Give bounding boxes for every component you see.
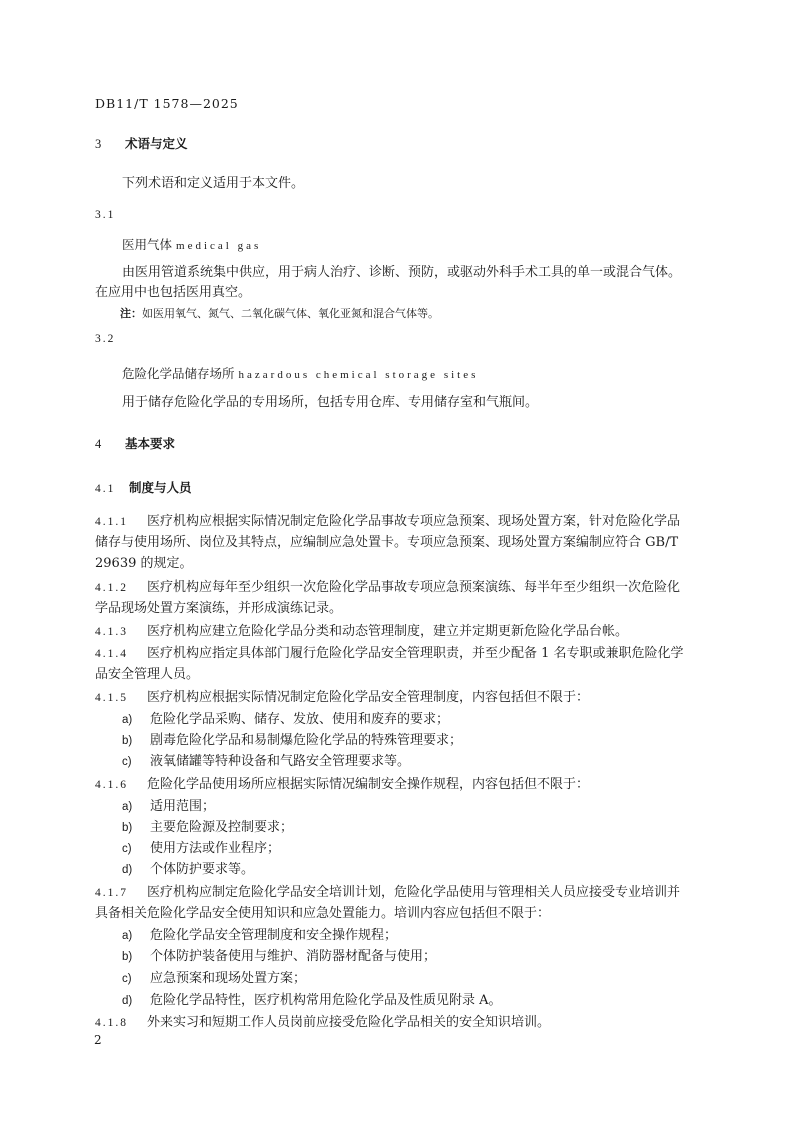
list-item-text: 危险化学品特性，医疗机构常用危险化学品及性质见附录 A。 [150,993,502,1008]
subsection-4-1-number: 4.1 [95,483,116,495]
list-marker: a) [122,801,133,813]
clause-4-1-7-item-b [122,945,436,964]
clause-4-1-2-text: 医疗机构应每年至少组织一次危险化学品事故专项应急预案演练、每半年至少组织一次危险化 [147,580,681,595]
list-item-text: 应急预案和现场处置方案； [150,971,307,986]
clause-4-1-4-text: 医疗机构应指定具体部门履行危险化学品安全管理职责，并至少配备 1 名专职或兼职危险化学 [147,646,684,661]
clause-4-1-4-line2: 品安全管理人员。 [95,667,200,682]
list-item-text: 使用方法或作业程序； [150,841,281,856]
clause-4-1-7-number: 4.1.7 [95,887,128,899]
clause-4-1-2-number: 4.1.2 [95,582,128,594]
term-3-1-definition-line1: 由医用管道系统集中供应，用于病人治疗、诊断、预防，或驱动外科手术工具的单一或混合气体。 [122,265,682,280]
clause-4-1-7-line1 [95,881,680,900]
clause-4-1-1-number: 4.1.1 [95,516,128,528]
clause-4-1-5-line1 [95,686,589,705]
term-3-2-zh: 危险化学品储存场所 [122,366,235,381]
clause-4-1-6-item-c [122,837,280,856]
list-marker: d) [122,864,133,876]
clause-4-1-3-number: 4.1.3 [95,626,128,638]
clause-4-1-6-number: 4.1.6 [95,779,128,791]
clause-4-1-5-item-a [122,708,449,727]
clause-4-1-1-text: 医疗机构应根据实际情况制定危险化学品事故专项应急预案、现场处置方案，针对危险化学品 [147,514,681,529]
clause-4-1-5-item-c [122,750,410,769]
document-header-code: DB11/T 1578—2025 [95,96,239,111]
clause-4-1-7-item-a [122,924,397,943]
subsection-4-1-title: 制度与人员 [129,480,192,495]
term-3-1-definition-line2: 在应用中也包括医用真空。 [95,285,252,300]
clause-4-1-5-text: 医疗机构应根据实际情况制定危险化学品安全管理制度，内容包括但不限于： [147,690,590,705]
term-3-2-number: 3.2 [95,333,116,345]
term-3-2-en: hazardous chemical storage sites [238,369,479,381]
list-marker: c) [122,843,132,855]
clause-4-1-3-line1 [95,620,628,639]
list-item-text: 主要危险源及控制要求； [150,820,294,835]
clause-4-1-8-line1 [95,1011,550,1030]
clause-4-1-4-number: 4.1.4 [95,648,128,660]
list-marker: b) [122,822,133,834]
term-3-2-definition: 用于储存危险化学品的专用场所，包括专用仓库、专用储存室和气瓶间。 [122,395,539,410]
list-marker: b) [122,735,133,747]
section-4-number: 4 [95,437,102,451]
term-3-1-note [120,305,439,321]
section-3-heading [95,134,188,152]
list-marker: a) [122,714,133,726]
list-marker: b) [122,951,133,963]
clause-4-1-7-text: 医疗机构应制定危险化学品安全培训计划，危险化学品使用与管理相关人员应接受专业培训并 [147,885,681,900]
section-3-title: 术语与定义 [125,136,188,151]
section-4-heading [95,434,175,452]
clause-4-1-6-item-b [122,816,293,835]
clause-4-1-8-number: 4.1.8 [95,1017,128,1029]
clause-4-1-7-line2: 具备相关危险化学品安全使用知识和应急处置能力。培训内容应包括但不限于： [95,906,551,921]
clause-4-1-2-line1 [95,576,680,595]
subsection-4-1-heading [95,478,192,496]
term-3-2-heading [122,364,478,382]
list-marker: d) [122,995,133,1007]
clause-4-1-1-line2: 储存与使用场所、岗位及其特点，应编制应急处置卡。专项应急预案、现场处置方案编制应符合 GB/T [95,535,679,550]
list-item-text: 适用范围； [150,799,216,814]
clause-4-1-7-item-c [122,967,306,986]
section-4-title: 基本要求 [125,436,176,451]
list-item-text: 液氧储罐等特种设备和气路安全管理要求等。 [150,754,411,769]
clause-4-1-4-line1 [95,642,684,661]
clause-4-1-8-text: 外来实习和短期工作人员岗前应接受危险化学品相关的安全知识培训。 [147,1015,551,1030]
list-item-text: 个体防护要求等。 [150,862,255,877]
clause-4-1-6-item-d [122,858,254,877]
list-marker: c) [122,756,132,768]
clause-4-1-5-number: 4.1.5 [95,692,128,704]
note-text: 如医用氧气、氮气、二氧化碳气体、氧化亚氮和混合气体等。 [142,307,439,320]
list-item-text: 危险化学品安全管理制度和安全操作规程； [150,928,398,943]
list-item-text: 个体防护装备使用与维护、消防器材配备与使用； [150,949,437,964]
list-item-text: 剧毒危险化学品和易制爆危险化学品的特殊管理要求； [150,733,463,748]
term-3-1-en: medical gas [176,240,262,252]
clause-4-1-6-text: 危险化学品使用场所应根据实际情况编制安全操作规程，内容包括但不限于： [147,777,590,792]
clause-4-1-3-text: 医疗机构应建立危险化学品分类和动态管理制度，建立并定期更新危险化学品台帐。 [147,624,629,639]
term-3-1-zh: 医用气体 [122,237,173,252]
clause-4-1-1-line1 [95,510,680,529]
term-3-1-heading [122,235,261,253]
note-label: 注： [120,307,142,320]
section-3-intro: 下列术语和定义适用于本文件。 [122,176,305,191]
page-number: 2 [94,1033,102,1047]
clause-4-1-1-line3: 29639 的规定。 [95,556,193,571]
clause-4-1-2-line2: 学品现场处置方案演练，并形成演练记录。 [95,601,343,616]
clause-4-1-5-item-b [122,729,462,748]
list-marker: a) [122,930,133,942]
list-item-text: 危险化学品采购、储存、发放、使用和废弃的要求； [150,712,450,727]
list-marker: c) [122,973,132,985]
clause-4-1-6-item-a [122,795,215,814]
section-3-number: 3 [95,137,102,151]
term-3-1-number: 3.1 [95,209,116,221]
clause-4-1-6-line1 [95,773,589,792]
clause-4-1-7-item-d [122,989,502,1008]
